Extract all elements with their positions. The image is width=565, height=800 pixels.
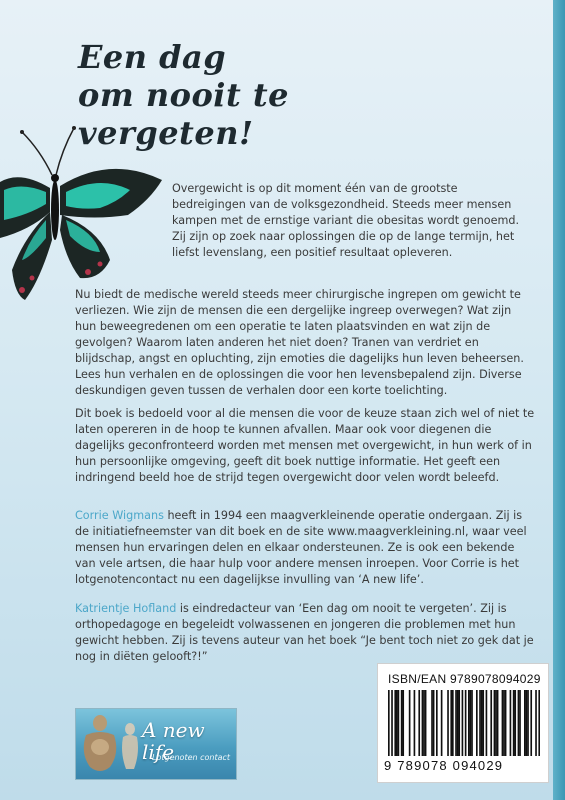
barcode-bar <box>471 690 473 756</box>
barcode-bar <box>530 690 532 756</box>
barcode-bar <box>476 690 478 756</box>
barcode-bar <box>423 690 425 756</box>
a-new-life-logo <box>75 708 237 780</box>
barcode-bar <box>450 690 452 756</box>
surgery-paragraph: Nu biedt de medische wereld steeds meer chirurgische ingrepen om gewicht te verliezen. Wie zijn de mensen die een dergelijke ingreep overwegen? Wat zijn hun beweegredenen om een operatie te laten plaatsvinden en wat zijn de gevolgen? Waarom laten anderen het niet doen? Tranen van verdriet en blijdschap, angst en opluchting, zijn emoties die dagelijks hun leven beheersen. Lees hun verhalen en de oplossingen die voor hen levensbepalend zijn. Diverse deskundigen geven tussen de verhalen door een korte toelichting. <box>75 288 524 397</box>
barcode-bar <box>391 690 393 756</box>
barcode-bar <box>433 690 435 756</box>
barcode-digits: 9 789078 094029 <box>384 758 504 773</box>
book-spine-edge <box>553 0 565 800</box>
intro-paragraph: Overgewicht is op dit moment één van de grootste bedreigingen van de volksgezondheid. Steeds meer mensen kampen met de ernstige variant die obesitas wordt genoemd. Zij zijn op zoek naar oplossingen die op de lange termijn, het liefst levenslang, een positief resultaat opleveren. <box>172 182 520 259</box>
barcode-bar <box>422 690 424 756</box>
barcode-bar <box>401 690 403 756</box>
barcode-bar <box>418 690 420 756</box>
author-corrie-paragraph <box>75 508 535 588</box>
barcode-bar <box>524 690 526 756</box>
barcode-bar <box>502 690 504 756</box>
barcode-bar <box>527 690 529 756</box>
barcode-bar <box>409 690 411 756</box>
barcode-bar <box>414 690 416 756</box>
barcode-bar <box>436 690 438 756</box>
barcode-bar <box>398 690 400 756</box>
barcode-bar <box>425 690 427 756</box>
logo-name: A new life <box>142 718 205 764</box>
title-line-1: Een dag <box>78 38 227 76</box>
barcode-bar <box>457 690 459 756</box>
barcode-bar <box>513 690 515 756</box>
barcode-bar <box>526 690 528 756</box>
author-corrie-bio: heeft in 1994 een maagverkleinende operatie ondergaan. Zij is de initiatiefneemster van dit boek en de site www.maagverkleining.nl, waar veel mensen hun ervaringen delen en elkaar ondersteunen. Ze is ook een bekende van vele artsen, die haar hulp voor andere mensen inroepen. Voor Corrie is het lotgenotencontact nu een dagelijkse invulling van ‘A new life’. <box>75 509 527 586</box>
barcode-bar <box>455 690 457 756</box>
barcode-bars <box>388 690 540 756</box>
barcode-bar <box>388 690 390 756</box>
barcode-bar <box>465 690 467 756</box>
title-line-2: om nooit te <box>78 76 290 114</box>
barcode-bar <box>470 690 472 756</box>
barcode-bar <box>452 690 454 756</box>
author-katrientje-paragraph <box>75 601 535 665</box>
barcode-bar <box>394 690 396 756</box>
barcode-bar <box>481 690 483 756</box>
isbn-barcode-block <box>377 663 549 783</box>
logo-tagline: Lotgenoten contact <box>152 753 231 762</box>
barcode-bar <box>468 690 470 756</box>
barcode-bar <box>482 690 484 756</box>
barcode-bar <box>503 690 505 756</box>
barcode-bar <box>510 690 512 756</box>
barcode-bar <box>431 690 433 756</box>
audience-paragraph: Dit boek is bedoeld voor al die mensen die voor de keuze staan zich wel of niet te laten opereren in de hoop te kunnen afvallen. Maar ook voor diegenen die dagelijks geconfronteerd worden met mensen met overgewicht, in hun werk of in hun persoonlijke omgeving, geeft dit boek nuttige informatie. Het geeft een indringend beeld hoe de strijd tegen overgewicht door velen wordt beleefd. <box>75 407 535 484</box>
figurine-icon <box>76 709 146 779</box>
author-name-corrie: Corrie Wigmans <box>75 509 164 522</box>
barcode-bar <box>538 690 540 756</box>
isbn-label: ISBN/EAN 9789078094029 <box>388 672 541 686</box>
author-katrientje-bio: is eindredacteur van ‘Een dag om nooit te vergeten’. Zij is orthopedagoge en begeleidt volwassenen en jongeren die problemen met hun gewicht hebben. Zij is tevens auteur van het boek “Je bent toch niet zo gek dat je nog in diëten gelooft?!” <box>75 602 534 663</box>
barcode-bar <box>462 690 464 756</box>
barcode-bar <box>505 690 507 756</box>
barcode-bar <box>497 690 499 756</box>
barcode-bar <box>396 690 398 756</box>
barcode-bar <box>519 690 521 756</box>
title-line-3: vergeten! <box>78 114 254 152</box>
barcode-bar <box>490 690 492 756</box>
butterfly-illustration <box>0 120 170 305</box>
barcode-bar <box>514 690 516 756</box>
barcode-bar <box>535 690 537 756</box>
barcode-bar <box>458 690 460 756</box>
barcode-bar <box>402 690 404 756</box>
barcode-bar <box>518 690 520 756</box>
author-name-katrientje: Katrientje Hofland <box>75 602 177 615</box>
barcode-bar <box>486 690 488 756</box>
barcode-bar <box>447 690 449 756</box>
barcode-bar <box>479 690 481 756</box>
barcode-bar <box>441 690 443 756</box>
barcode-bar <box>495 690 497 756</box>
barcode-bar <box>494 690 496 756</box>
